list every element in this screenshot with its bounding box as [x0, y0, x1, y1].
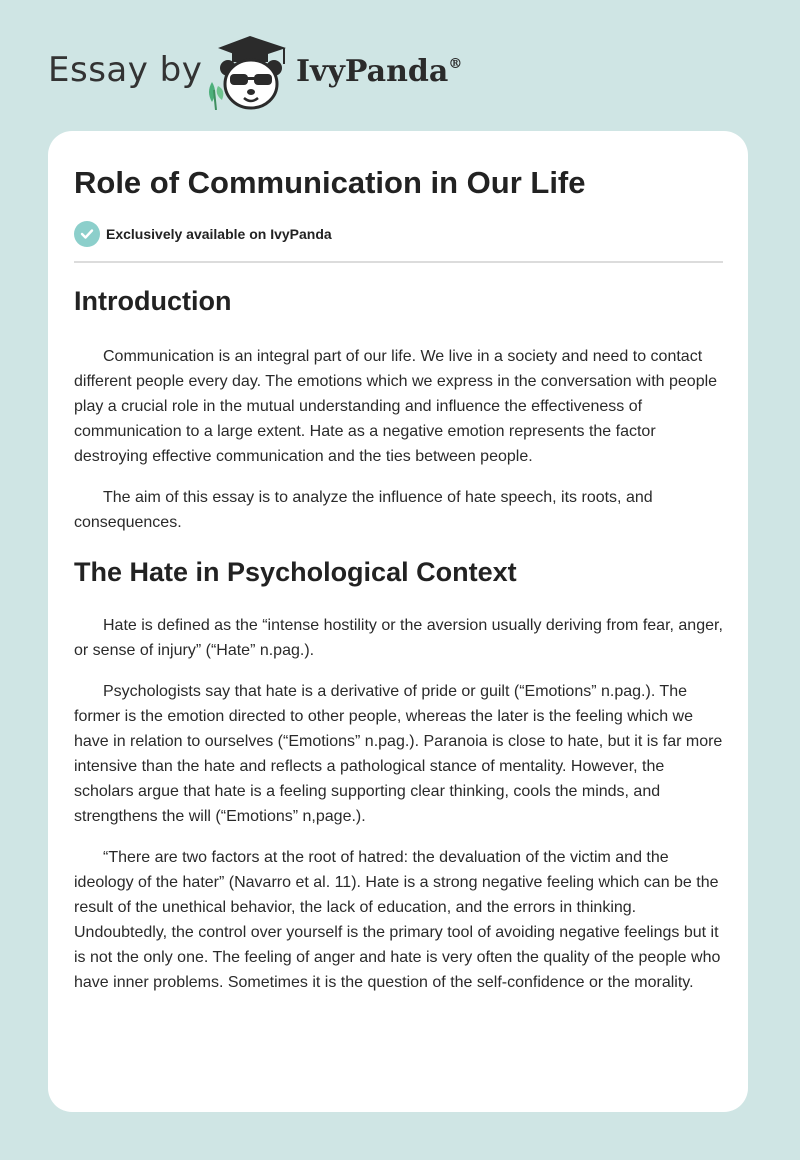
essay-by-text: Essay by — [48, 50, 203, 90]
paragraph: “There are two factors at the root of hatred: the devaluation of the victim and the ideology of the hater” (Navarro et al. 11). Hate is a strong negative feeling which can be the result of the unethical behavior, the lack of education, and the errors in thinking. Undoubtedly, the control over yourself is the primary tool of avoiding negative feelings but it is not the only one. The feeling of anger and hate is very often the quality of the people who have inner problems. Sometimes it is the question of the self-confidence or the morality. — [74, 849, 721, 991]
panda-logo-icon — [204, 34, 290, 110]
essay-title: Role of Communication in Our Life — [74, 165, 586, 200]
essay-content — [74, 281, 724, 995]
paragraph: Communication is an integral part of our life. We live in a society and need to contact different people every day. The emotions which we express in the conversation with people play a crucial role in the mutual understanding and influence the effectiveness of communication to a large extent. Hate as a negative emotion represents the factor destroying effective communication and the ties between people. — [74, 348, 718, 465]
paragraph: Hate is defined as the “intense hostility or the aversion usually deriving from fear, anger, or sense of injury” (“Hate” n.pag.). — [74, 617, 723, 659]
site-header — [48, 34, 748, 110]
section-heading-introduction: Introduction — [74, 286, 232, 316]
exclusive-badge — [74, 221, 332, 247]
registered-mark: ® — [448, 56, 463, 72]
paragraph: Psychologists say that hate is a derivative of pride or guilt (“Emotions” n.pag.). The former is the emotion directed to other people, whereas the later is the feeling which we have in relation to ourselves (“Emotions” n.pag.). Paranoia is close to hate, but it is far more intensive than the hate and reflects a pathological stance of mentality. However, the scholars argue that hate is a feeling supporting clear thinking, cools the minds, and strengthens the will (“Emotions” n,page.). — [74, 683, 723, 825]
exclusive-label: Exclusively available on IvyPanda — [106, 226, 332, 242]
essay-card — [48, 131, 748, 1112]
brand-name — [296, 54, 462, 89]
paragraph: The aim of this essay is to analyze the influence of hate speech, its roots, and consequences. — [74, 489, 653, 531]
check-icon — [74, 221, 100, 247]
section-heading-hate-context: The Hate in Psychological Context — [74, 557, 517, 587]
divider — [74, 261, 723, 263]
brand-text: IvyPanda — [296, 54, 449, 89]
